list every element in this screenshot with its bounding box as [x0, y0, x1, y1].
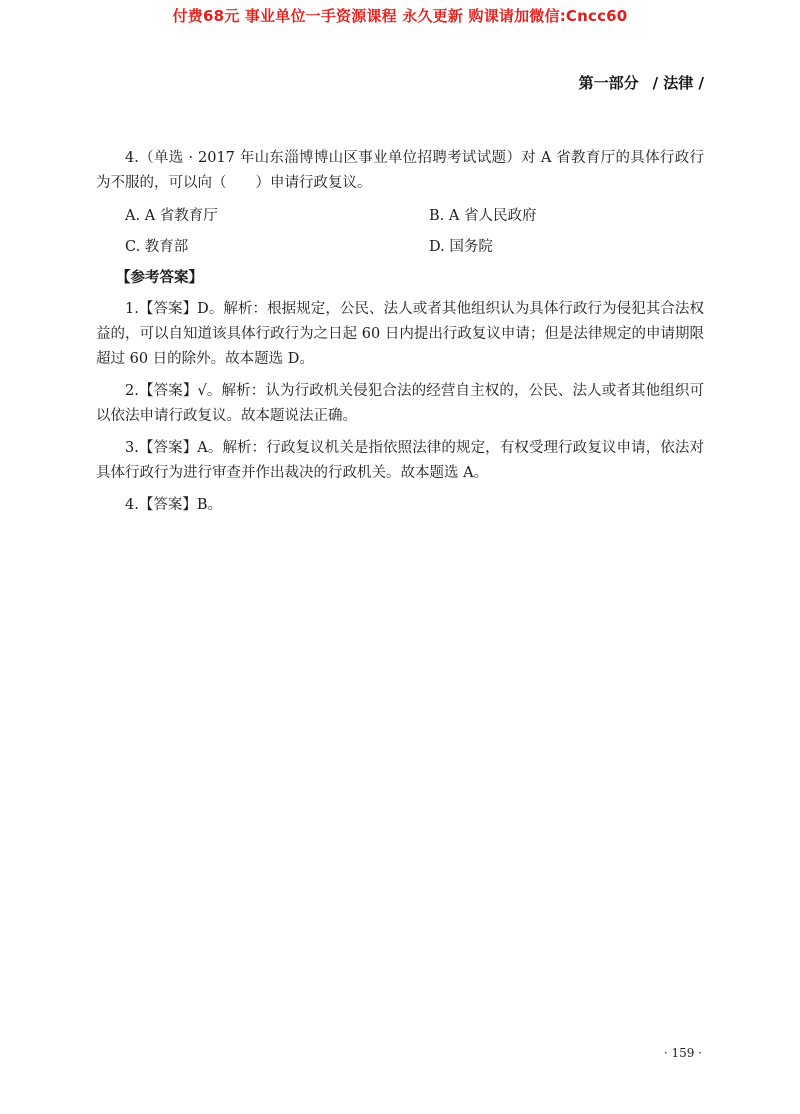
- question-text: 4.（单选 · 2017 年山东淄博博山区事业单位招聘考试试题）对 A 省教育厅的具体行政行为不服的，可以向（ ）申请行政复议。: [96, 150, 704, 191]
- option-d: D. 国务院: [429, 239, 493, 255]
- answers-heading: 【参考答案】: [116, 270, 203, 286]
- page-number: · 159 ·: [663, 1046, 702, 1060]
- document-body: [96, 146, 704, 518]
- question-options: [96, 204, 704, 260]
- running-header: [579, 72, 704, 93]
- option-b: B. A 省人民政府: [429, 208, 537, 224]
- answer-item-2: 2.【答案】√。解析：认为行政机关侵犯合法的经营自主权的，公民、法人或者其他组织可以依法申请行政复议。故本题说法正确。: [96, 383, 704, 424]
- header-section: / 法律 /: [652, 74, 704, 92]
- option-a: A. A 省教育厅: [125, 208, 218, 224]
- answer-item-3: 3.【答案】A。解析：行政复议机关是指依照法律的规定，有权受理行政复议申请，依法对具体行政行为进行审查并作出裁决的行政机关。故本题选 A。: [96, 440, 704, 481]
- answer-item-4: 4.【答案】B。: [125, 497, 222, 513]
- option-c: C. 教育部: [125, 239, 189, 255]
- header-part: 第一部分: [578, 74, 639, 92]
- answer-item-1: 1.【答案】D。解析：根据规定，公民、法人或者其他组织认为具体行政行为侵犯其合法权益的，可以自知道该具体行政行为之日起 60 日内提出行政复议申请；但是法律规定的申请期限超过 60 日的除外。故本题选 D。: [96, 301, 704, 367]
- watermark-banner: 付费68元 事业单位一手资源课程 永久更新 购课请加微信:Cncc60: [172, 7, 628, 25]
